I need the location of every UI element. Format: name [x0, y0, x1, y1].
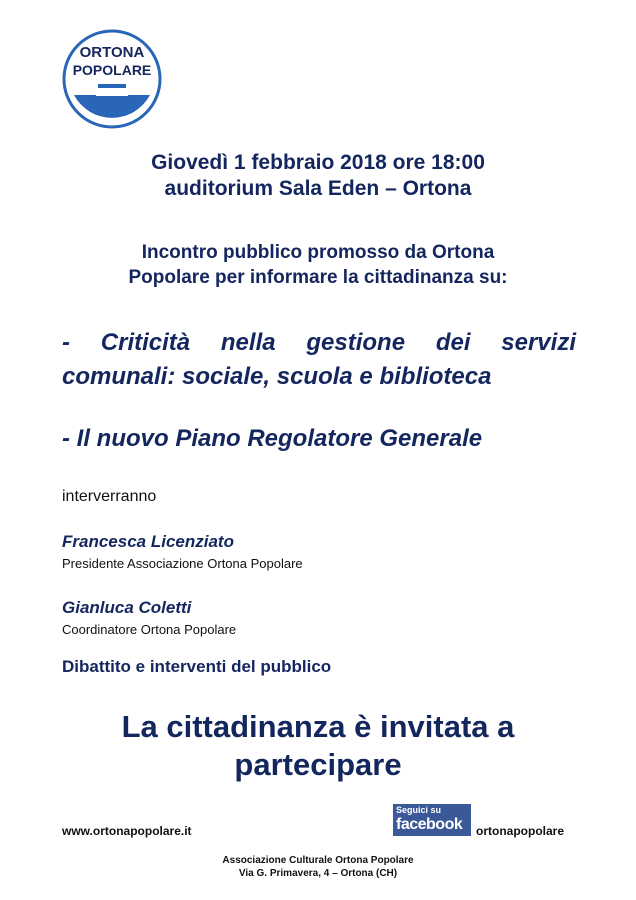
association-address: Via G. Primavera, 4 – Ortona (CH)	[238, 868, 398, 879]
speaker-name: Gianluca Coletti	[62, 598, 192, 617]
footer-address	[0, 854, 636, 880]
invite-line-2: partecipare	[234, 747, 402, 782]
debate-line: Dibattito e interventi del pubblico	[62, 657, 332, 676]
invite-heading	[0, 708, 636, 784]
intro-line-1: Incontro pubblico promosso da Ortona	[141, 242, 495, 263]
speaker-role: Coordinatore Ortona Popolare	[62, 622, 237, 637]
topic-1-line-2: comunali: sociale, scuola e biblioteca	[62, 363, 492, 390]
logo-text-line1: ORTONA	[79, 44, 145, 61]
event-datetime: Giovedì 1 febbraio 2018 ore 18:00	[151, 151, 485, 174]
logo-text-line2: POPOLARE	[72, 62, 152, 78]
facebook-logo-icon: facebook	[396, 816, 463, 833]
facebook-badge[interactable]	[393, 804, 471, 836]
speaker-name: Francesca Licenziato	[62, 532, 234, 551]
website-link[interactable]: www.ortonapopolare.it	[62, 824, 192, 838]
topic-1-line-1: - Criticità nella gestione dei servizi	[62, 329, 576, 356]
speaker-role: Presidente Associazione Ortona Popolare	[62, 556, 303, 571]
speakers-heading: interverranno	[62, 488, 157, 505]
invite-line-1: La cittadinanza è invitata a	[121, 709, 515, 744]
facebook-badge-small: Seguici su	[396, 805, 442, 815]
intro-line-2: Popolare per informare la cittadinanza su:	[128, 267, 508, 288]
topic-2: - Il nuovo Piano Regolatore Generale	[62, 425, 483, 452]
event-venue: auditorium Sala Eden – Ortona	[164, 177, 472, 200]
facebook-handle[interactable]: ortonapopolare	[476, 824, 565, 838]
ortona-popolare-logo	[62, 29, 162, 129]
event-info	[0, 150, 636, 202]
intro-text	[0, 240, 636, 290]
association-name: Associazione Culturale Ortona Popolare	[222, 855, 414, 866]
